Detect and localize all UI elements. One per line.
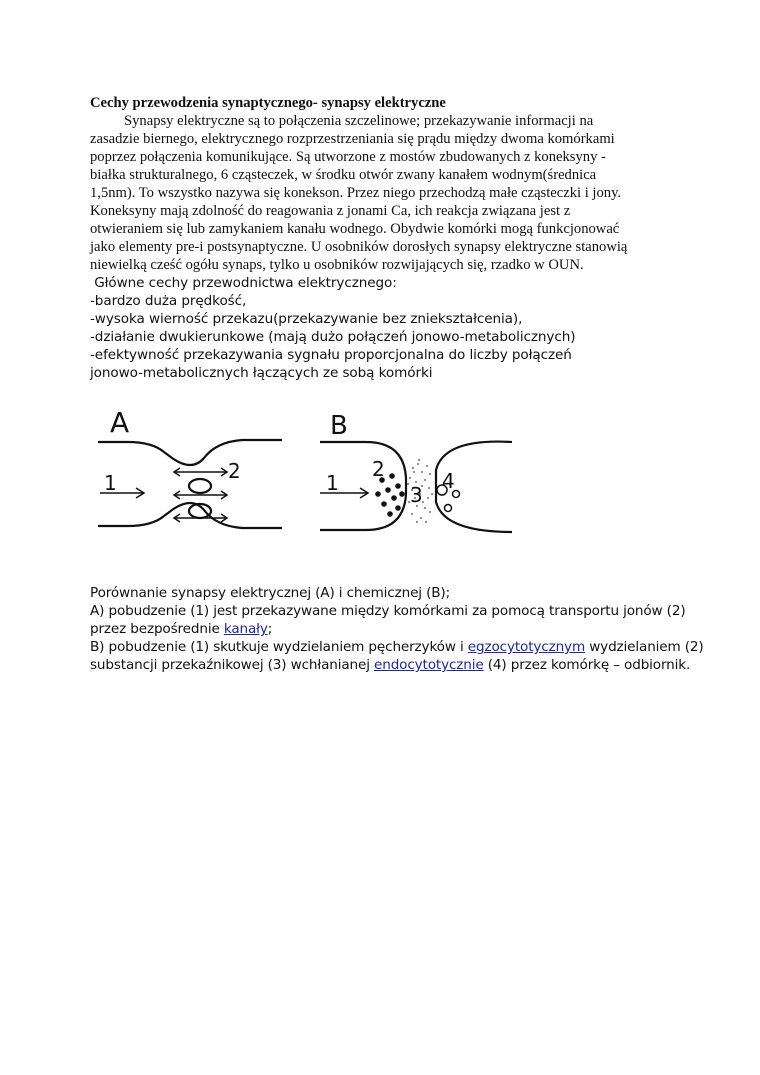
body-line: białka strukturalnego, 6 cząsteczek, w środku otwór zwany kanałem wodnym(średnica [90, 167, 597, 183]
link-endocytotycznie[interactable]: endocytotycznie [374, 657, 484, 673]
caption-line [90, 620, 690, 638]
caption-text: (4) przez komórkę – odbiornik. [483, 657, 691, 673]
link-egzocytotycznym[interactable]: egzocytotycznym [467, 639, 586, 655]
caption-text: substancji przekaźnikowej (3) wchłanianej [90, 657, 375, 673]
feature-item: -działanie dwukierunkowe (mają dużo połączeń jonowo-metabolicznych) [90, 329, 576, 345]
section-heading: Cechy przewodzenia synaptycznego- synapsy elektryczne [90, 95, 446, 111]
panel-a-electrical-synapse [98, 406, 282, 528]
body-line: niewielką cześć ogółu synaps, tylko u osobników rozwijających się, rzadko w OUN. [90, 257, 584, 273]
main-text-block [90, 94, 680, 382]
feature-item: -wysoka wierność przekazu(przekazywanie bez zniekształcenia), [90, 311, 523, 327]
receptor-vesicle [445, 505, 452, 512]
panel-b-label-2: 2 [372, 457, 385, 481]
body-line: Synapsy elektryczne są to połączenia szczelinowe; przekazywanie informacji na [124, 113, 594, 129]
caption-line [90, 638, 704, 656]
panel-a-label: A [110, 406, 130, 439]
panel-b-label-4: 4 [442, 469, 455, 493]
caption-text: przez bezpośrednie [90, 621, 224, 637]
panel-b-label-1: 1 [326, 471, 339, 495]
synapse-comparison-figure [92, 398, 522, 538]
caption-line: A) pobudzenie (1) jest przekazywane między komórkami za pomocą transportu jonów (2) [90, 603, 686, 619]
caption-text: wydzielaniem (2) [585, 639, 704, 655]
caption-line: Porównanie synapsy elektrycznej (A) i chemicznej (B); [90, 585, 450, 601]
panel-b-label-3: 3 [410, 483, 423, 507]
caption-text: ; [267, 621, 273, 637]
body-line: Koneksyny mają zdolność do reagowania z jonami Ca, ich reakcja związana jest z [90, 203, 571, 219]
caption-text: B) pobudzenie (1) skutkuje wydzielaniem pęcherzyków i [90, 639, 468, 655]
caption-line [90, 656, 690, 674]
body-line: otwieraniem się lub zamykaniem kanału wodnego. Obydwie komórki mogą funkcjonować [90, 221, 620, 237]
body-line: zasadzie biernego, elektrycznego rozprzestrzeniania się prądu między dwoma komórkami [90, 131, 615, 147]
feature-item: jonowo-metabolicznych łączących ze sobą komórki [90, 365, 433, 381]
channel-shape [189, 479, 211, 493]
panel-a-label-1: 1 [104, 471, 117, 495]
body-line: jako elementy pre-i postsynaptyczne. U osobników dorosłych synapsy elektryczne stanowią [90, 239, 628, 255]
panel-a-upper-membrane [98, 440, 282, 465]
feature-item: -bardzo duża prędkość, [90, 293, 247, 309]
feature-item: -efektywność przekazywania sygnału proporcjonalna do liczby połączeń [90, 347, 572, 363]
figure-caption [90, 584, 704, 674]
panel-b-chemical-synapse [320, 411, 512, 532]
panel-a-label-2: 2 [228, 459, 241, 483]
body-line: poprzez połączenia komunikujące. Są utworzone z mostów zbudowanych z koneksyny - [90, 149, 606, 165]
panel-b-label: B [330, 411, 348, 441]
features-intro: Główne cechy przewodnictwa elektrycznego: [90, 275, 397, 291]
body-line: 1,5nm). To wszystko nazywa się konekson. Przez niego przechodzą małe cząsteczki i jony. [90, 185, 622, 201]
link-kanaly[interactable]: kanały [223, 621, 268, 637]
